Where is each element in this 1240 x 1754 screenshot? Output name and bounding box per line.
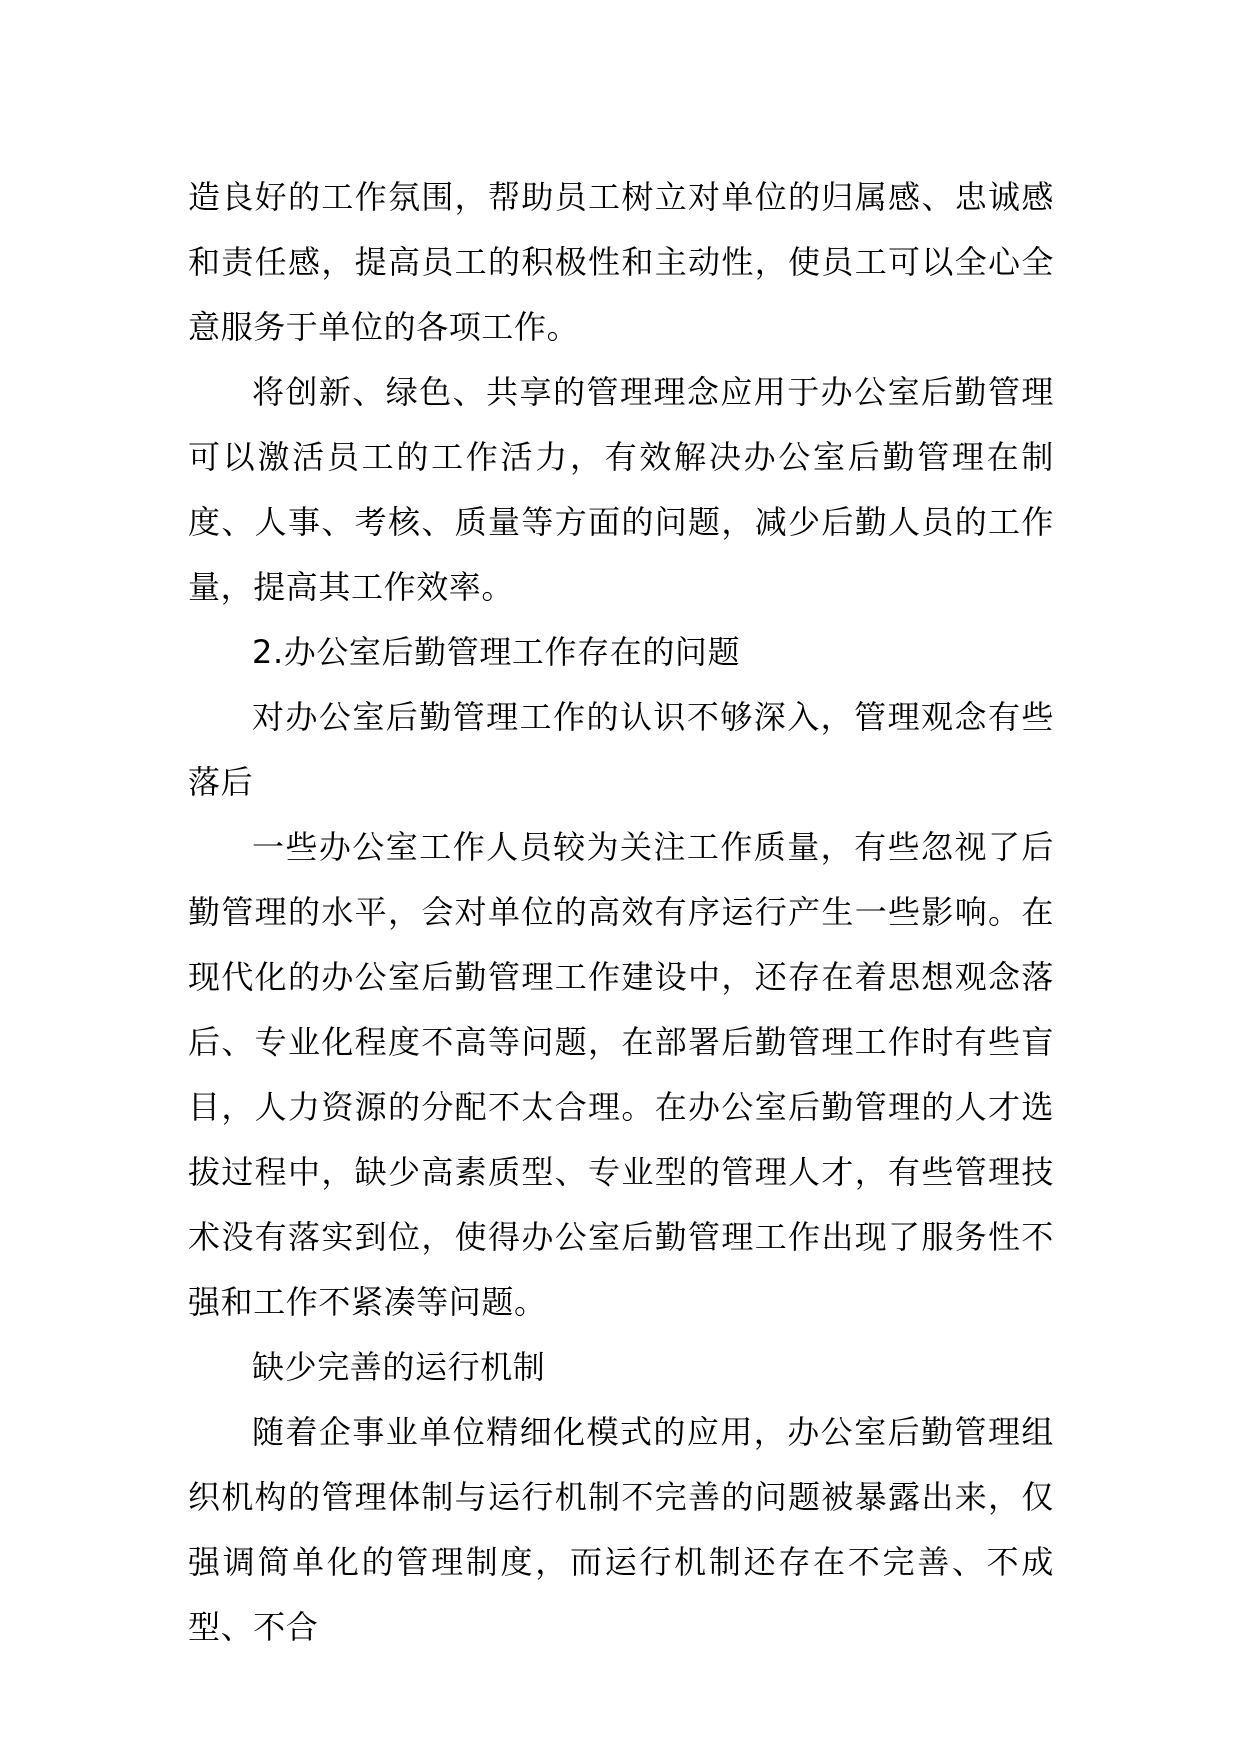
document-page: [188, 165, 1054, 1660]
paragraph-continued-atmosphere: 造良好的工作氛围，帮助员工树立对单位的归属感、忠诚感和责任感，提高员工的积极性和主动性，使员工可以全心全意服务于单位的各项工作。: [188, 178, 1054, 346]
subheading-operating-mechanism: 缺少完善的运行机制: [252, 1348, 546, 1386]
paragraph-staff-focus: 一些办公室工作人员较为关注工作质量，有些忽视了后勤管理的水平，会对单位的高效有序运行产生一些影响。在现代化的办公室后勤管理工作建设中，还存在着思想观念落后、专业化程度不高等问题，在部署后勤管理工作时有些盲目，人力资源的分配不太合理。在办公室后勤管理的人才选拔过程中，缺少高素质型、专业型的管理人才，有些管理技术没有落实到位，使得办公室后勤管理工作出现了服务性不强和工作不紧凑等问题。: [188, 828, 1054, 1321]
section-heading-problems: 2.办公室后勤管理工作存在的问题: [252, 633, 741, 671]
paragraph-management-concept: 将创新、绿色、共享的管理理念应用于办公室后勤管理可以激活员工的工作活力，有效解决办公室后勤管理在制度、人事、考核、质量等方面的问题，减少后勤人员的工作量，提高其工作效率。: [188, 373, 1054, 606]
paragraph-refined-model: 随着企事业单位精细化模式的应用，办公室后勤管理组织机构的管理体制与运行机制不完善的问题被暴露出来，仅强调简单化的管理制度，而运行机制还存在不完善、不成型、不合: [188, 1413, 1054, 1646]
subheading-insufficient-understanding: 对办公室后勤管理工作的认识不够深入，管理观念有些落后: [188, 698, 1054, 801]
